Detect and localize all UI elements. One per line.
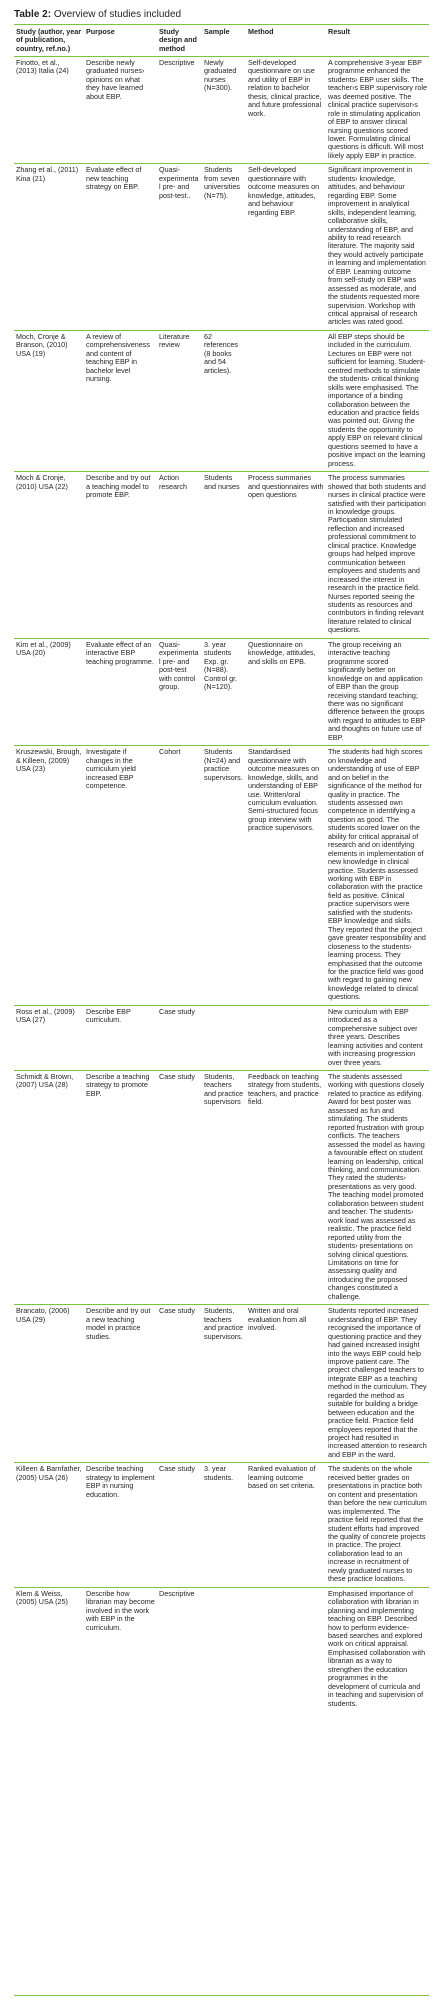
cell-sample: 3. year students Exp. gr. (N=88). Control gr. (N=120).: [202, 638, 246, 745]
cell-purpose: Describe EBP curriculum.: [84, 1005, 157, 1070]
cell-result: The students assessed working with questions closely related to practice as edifying. Award for best poster was assessed as fun and stimulating. The students reported frustration with group conflicts. The teachers assessed the model as having a favourable effect on student learning on leadership, critical thinking, and communication. They rated the students› presentations as very good. The teaching model promoted collaboration between student and teacher. The students› work load was assessed as realistic. The practice field reported utility from the students› presentations on solving clinical questions. Limitations on time for assessing quality and introducing the proposed changes constituted a challenge.: [326, 1071, 429, 1305]
cell-design: Quasi-experimental pre- and post-test with control group.: [157, 638, 202, 745]
table-row: [14, 1305, 429, 1463]
table-caption-text: Overview of studies included: [51, 9, 182, 20]
cell-result: The students on the whole received better grades on presentations in practice both on content and presentation than before the new curriculum was implemented. The practice field reported that the student efforts had improved the quality of concrete projects in practice. The project collaboration lead to an increase in recruitment of newly graduated nurses to these practice locations.: [326, 1463, 429, 1587]
cell-study: Kruszewski, Brough, & Killeen, (2009) USA (23): [14, 746, 84, 1006]
cell-purpose: Evaluate effect of an interactive EBP teaching programme.: [84, 638, 157, 745]
header-result: Result: [326, 27, 429, 56]
header-sample: Sample: [202, 27, 246, 56]
table-row: [14, 1005, 429, 1070]
header-purpose: Purpose: [84, 27, 157, 56]
cell-study: Moch, Cronje & Branson, (2010) USA (19): [14, 330, 84, 471]
cell-design: Descriptive: [157, 1587, 202, 1711]
cell-design: Case study: [157, 1463, 202, 1587]
cell-study: Moch & Cronje, (2010) USA (22): [14, 472, 84, 639]
table-row: [14, 1587, 429, 1711]
cell-result: The group receiving an interactive teaching programme scored significantly better on knowledge on and application of EBP than the group receiving standard teaching; there was no significant difference between the groups with regard to attitudes to EBP and thoughts on future use of EBP.: [326, 638, 429, 745]
table-row: [14, 1463, 429, 1587]
cell-purpose: Describe newly graduated nurses› opinions on what they have learned about EBP.: [84, 56, 157, 163]
cell-design: Quasi-experimental pre- and post-test..: [157, 164, 202, 331]
table-row: [14, 472, 429, 639]
header-study: Study (author, year of publication, country, ref.no.): [14, 27, 84, 56]
cell-result: The students had high scores on knowledge and understanding of use of EBP and on belief in the significance of the method for quality in practice. The students assessed own competence in identifying a question as good. The students scored lower on the ability for critical appraisal of research and on identifying elements in implementation of new knowledge in clinical practice. Students assessed working with EBP in collaboration with the practice field as positive. Clinical practice supervisors were satisfied with the students› EBP knowledge and skills. They reported that the project gave greater responsibility and closeness to the students› learning process. They emphasised that the outcome for the practice field was good with regard to gaining new knowledge related to clinical questions.: [326, 746, 429, 1006]
cell-sample: Students from seven universities (N=75).: [202, 164, 246, 331]
table-row: [14, 638, 429, 745]
cell-study: Brancato, (2006) USA (29): [14, 1305, 84, 1463]
cell-study: Ross et al., (2009) USA (27): [14, 1005, 84, 1070]
cell-method: [246, 1005, 326, 1070]
cell-design: Case study: [157, 1305, 202, 1463]
cell-result: A comprehensive 3-year EBP programme enhanced the students› EBP user skills. The teacher›s EBP supervisory role was deemed positive. The clinical practice supervisor›s role in stimulating application of EBP to answer clinical nursing questions scored lower. Formulating clinical questions is difficult. Will most likely apply EBP in practice.: [326, 56, 429, 163]
table-row: [14, 1071, 429, 1305]
cell-sample: Newly graduated nurses (N=300).: [202, 56, 246, 163]
cell-method: Feedback on teaching strategy from students, teachers, and practice field.: [246, 1071, 326, 1305]
cell-purpose: Investigate if changes in the curriculum yield increased EBP competence.: [84, 746, 157, 1006]
cell-study: Finotto, et al., (2013) Italia (24): [14, 56, 84, 163]
cell-sample: Students, teachers and practice supervisors.: [202, 1305, 246, 1463]
cell-method: Questionnaire on knowledge, attitudes, and skills on EPB.: [246, 638, 326, 745]
table-caption-label: Table 2:: [14, 9, 52, 20]
cell-result: Significant improvement in students› knowledge, attitudes, and behaviour regarding EBP. Some improvement in analytical skills, independent learning, collaborative skills, understanding of EBP, and ability to read research literature. The majority said they would actively participate in learning and implementation of EBP. Learning outcome from self-study on EBP was assessed as moderate, and the students requested more supervision. Workshop with critical appraisal of research articles was rated good.: [326, 164, 429, 331]
cell-purpose: Describe teaching strategy to implement EBP in nursing education.: [84, 1463, 157, 1587]
header-design: Study design and method: [157, 27, 202, 56]
cell-study: Kim et al., (2009) USA (20): [14, 638, 84, 745]
cell-purpose: Describe how librarian may become involved in the work with EBP in the curriculum.: [84, 1587, 157, 1711]
cell-result: Students reported increased understanding of EBP. They recognised the importance of questioning practice and they had gained increased insight into the ways EBP could help improve patient care. The project challenged teachers to integrate EBP as a teaching method in the curriculum. They regarded the method as suitable for building a bridge between education and the practice field. Practice field employees reported that the project had resulted in increased attention to research and EBP in the ward.: [326, 1305, 429, 1463]
cell-sample: [202, 1587, 246, 1711]
table-caption: [14, 9, 181, 21]
table-row: [14, 746, 429, 1006]
cell-method: Standardised questionnaire with outcome measures on knowledge, skills, and understanding of EBP use. Written/oral curriculum evaluation. Semi-structured focus group interview with practice supervisors.: [246, 746, 326, 1006]
cell-method: Process summaries and questionnaires with open questions: [246, 472, 326, 639]
cell-sample: 3. year students.: [202, 1463, 246, 1587]
cell-sample: Students, teachers and practice supervisors: [202, 1071, 246, 1305]
cell-design: Cohort: [157, 746, 202, 1006]
table-bottom-rule: [14, 1995, 429, 1996]
table-row: [14, 164, 429, 331]
cell-study: Klem & Weiss, (2005) USA (25): [14, 1587, 84, 1711]
cell-design: Literature review: [157, 330, 202, 471]
cell-result: New curriculum with EBP introduced as a comprehensive subject over three years. Describes learning activities and content with increasing progression over three years.: [326, 1005, 429, 1070]
cell-design: Case study: [157, 1005, 202, 1070]
cell-result: Emphasised importance of collaboration with librarian in planning and implementing teaching on EBP. Described how to perform evidence-based searches and explored work on critical appraisal. Emphasised collaboration with librarian as a way to strengthen the education programmes in the development of curricula and in teaching and supervision of students.: [326, 1587, 429, 1711]
cell-purpose: Evaluate effect of new teaching strategy on EBP.: [84, 164, 157, 331]
table-row: [14, 56, 429, 163]
cell-method: Self-developed questionnaire on use and utility of EBP in relation to bachelor thesis, clinical practice, and future professional work.: [246, 56, 326, 163]
cell-purpose: Describe and try out a teaching model to promote EBP.: [84, 472, 157, 639]
cell-sample: [202, 1005, 246, 1070]
table-top-rule: [14, 24, 429, 25]
cell-sample: Students (N=24) and practice supervisors.: [202, 746, 246, 1006]
cell-method: [246, 1587, 326, 1711]
cell-method: Ranked evaluation of learning outcome based on set criteria.: [246, 1463, 326, 1587]
cell-study: Schmidt & Brown, (2007) USA (28): [14, 1071, 84, 1305]
cell-result: All EBP steps should be included in the curriculum. Lectures on EBP were not sufficient for learning. Student-centred methods to stimulate the students› critical thinking skills were emphasised. The importance of a binding collaboration between the education and practice fields was pointed out. Giving the students the opportunity to apply EBP on relevant clinical questions seemed to have a positive impact on the learning process.: [326, 330, 429, 471]
cell-study: Killeen & Barnfather, (2005) USA (26): [14, 1463, 84, 1587]
cell-method: [246, 330, 326, 471]
cell-design: Descriptive: [157, 56, 202, 163]
cell-sample: 62 references (8 books and 54 articles).: [202, 330, 246, 471]
cell-result: The process summaries showed that both students and nurses in clinical practice were satisfied with their participation in knowledge groups. Participation stimulated reflection and increased professional commitment to clinical practice. Knowledge groups had helped improve communication between employees and students and increased the interest in research in the practice field. Nurses reported seeing the students as resources and contributors in finding relevant literature related to clinical questions.: [326, 472, 429, 639]
cell-study: Zhang et al., (2011) Kina (21): [14, 164, 84, 331]
studies-table: [14, 27, 429, 1711]
cell-design: Action research: [157, 472, 202, 639]
cell-purpose: A review of comprehensiveness and content of teaching EBP in bachelor level nursing.: [84, 330, 157, 471]
cell-method: Self-developed questionnaire with outcome measures on knowledge, attitudes, and behaviour regarding EBP.: [246, 164, 326, 331]
table-row: [14, 330, 429, 471]
cell-method: Written and oral evaluation from all involved.: [246, 1305, 326, 1463]
cell-purpose: Describe and try out a new teaching model in practice studies.: [84, 1305, 157, 1463]
cell-sample: Students and nurses: [202, 472, 246, 639]
cell-purpose: Describe a teaching strategy to promote EBP.: [84, 1071, 157, 1305]
cell-design: Case study: [157, 1071, 202, 1305]
table-header-row: [14, 27, 429, 56]
header-method: Method: [246, 27, 326, 56]
